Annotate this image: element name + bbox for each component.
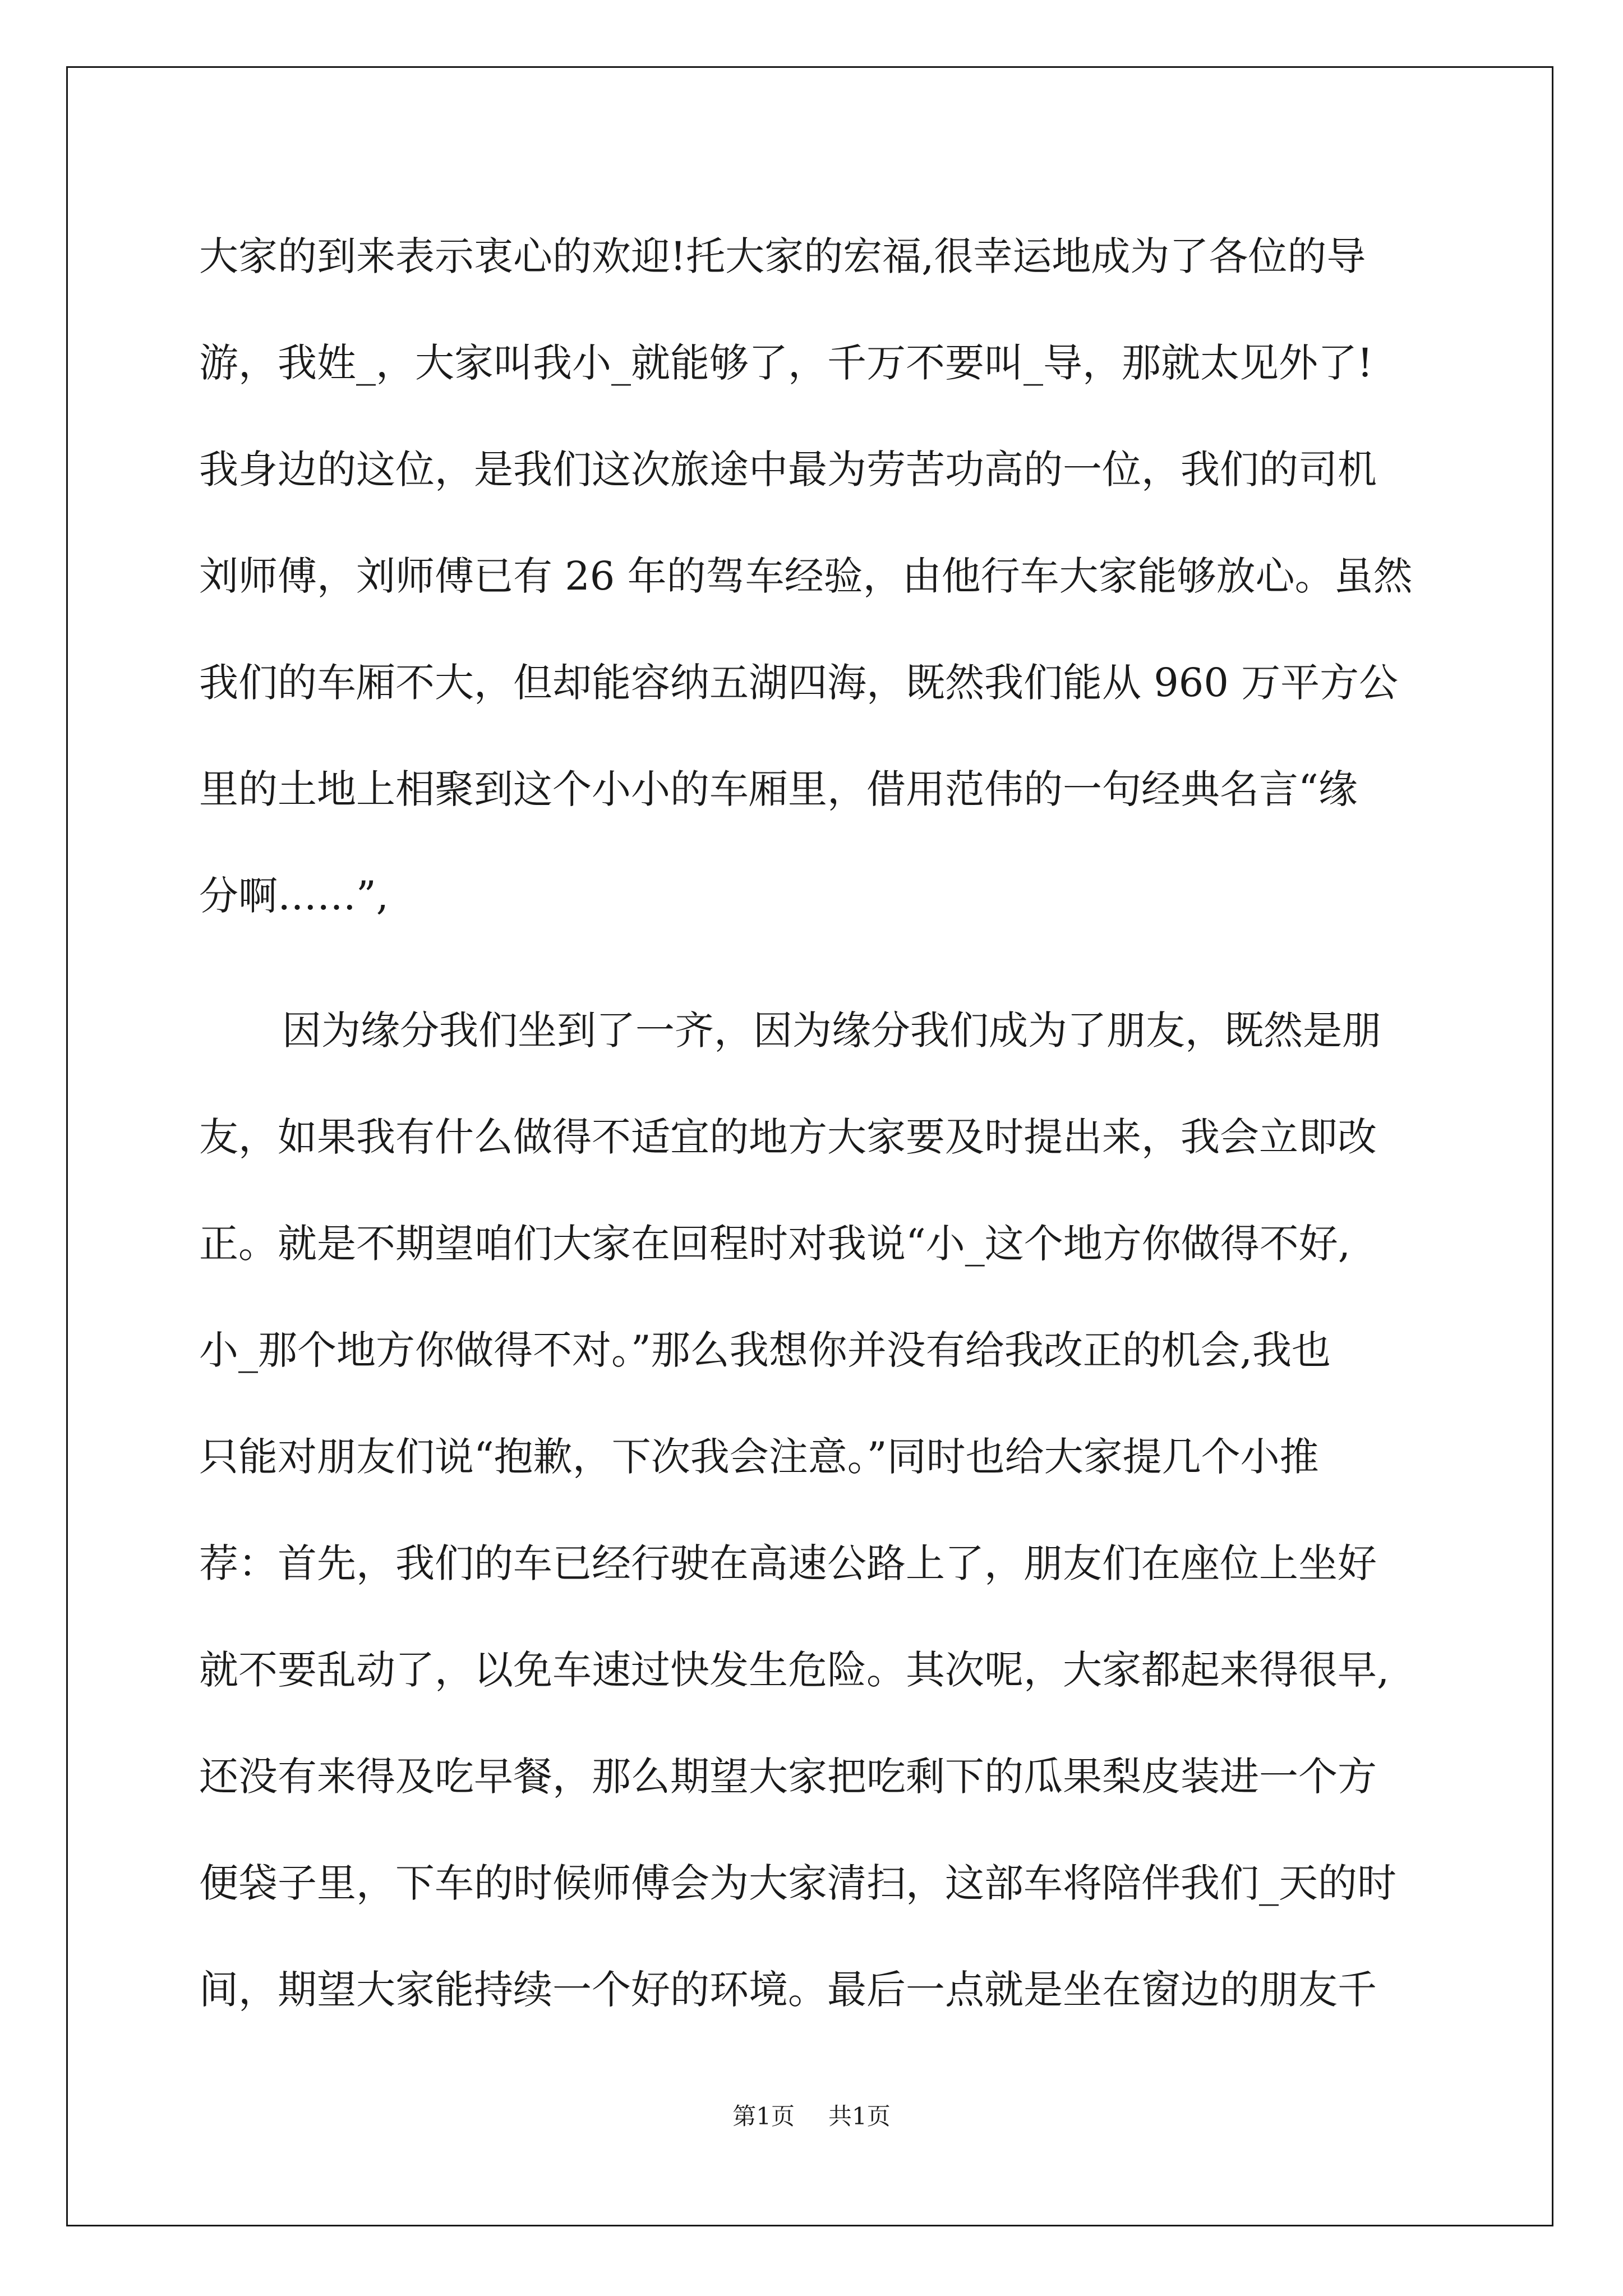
paragraph-1-line: 分啊……”, — [199, 873, 389, 919]
page-footer — [0, 2098, 1623, 2132]
paragraph-2-line: 友，如果我有什么做得不适宜的地方大家要及时提出来，我会立即改 — [199, 1114, 1377, 1160]
paragraph-1-line: 里的土地上相聚到这个小小的车厢里，借用范伟的一句经典名言“缘 — [199, 766, 1358, 812]
paragraph-1-line: 大家的到来表示衷心的欢迎!托大家的宏福,很幸运地成为了各位的导 — [199, 233, 1366, 279]
paragraph-1 — [199, 203, 1450, 949]
paragraph-2-line: 正。就是不期望咱们大家在回程时对我说“小_这个地方你做得不好, — [199, 1221, 1351, 1267]
paragraph-2-line: 间，期望大家能持续一个好的环境。最后一点就是坐在窗边的朋友千 — [199, 1967, 1377, 2013]
paragraph-2 — [199, 977, 1450, 2043]
paragraph-2-line: 因为缘分我们坐到了一齐，因为缘分我们成为了朋友，既然是朋 — [282, 1007, 1381, 1053]
paragraph-1-line: 游，我姓_，大家叫我小_就能够了，千万不要叫_导，那就太见外了! — [199, 340, 1373, 386]
document-body — [199, 203, 1450, 2043]
paragraph-2-line: 小_那个地方你做得不对。”那么我想你并没有给我改正的机会,我也 — [199, 1327, 1331, 1373]
paragraph-2-line: 荐：首先，我们的车已经行驶在高速公路上了，朋友们在座位上坐好 — [199, 1540, 1377, 1586]
paragraph-1-line: 我身边的这位，是我们这次旅途中最为劳苦功高的一位，我们的司机 — [199, 447, 1377, 493]
paragraph-spacer — [199, 949, 1450, 977]
paragraph-2-line: 就不要乱动了，以免车速过快发生危险。其次呢，大家都起来得很早, — [199, 1647, 1390, 1693]
paragraph-2-line: 还没有来得及吃早餐，那么期望大家把吃剩下的瓜果梨皮装进一个方 — [199, 1754, 1377, 1800]
page-number: 第1页 — [732, 2102, 795, 2130]
paragraph-1-line: 我们的车厢不大，但却能容纳五湖四海，既然我们能从 960 万平方公 — [199, 660, 1399, 706]
paragraph-2-line: 只能对朋友们说“抱歉，下次我会注意。”同时也给大家提几个小推 — [199, 1434, 1319, 1480]
paragraph-2-line: 便袋子里，下车的时候师傅会为大家清扫，这部车将陪伴我们_天的时 — [199, 1860, 1396, 1906]
paragraph-1-line: 刘师傅，刘师傅已有 26 年的驾车经验，由他行车大家能够放心。虽然 — [199, 553, 1413, 599]
page-total: 共1页 — [828, 2102, 891, 2130]
